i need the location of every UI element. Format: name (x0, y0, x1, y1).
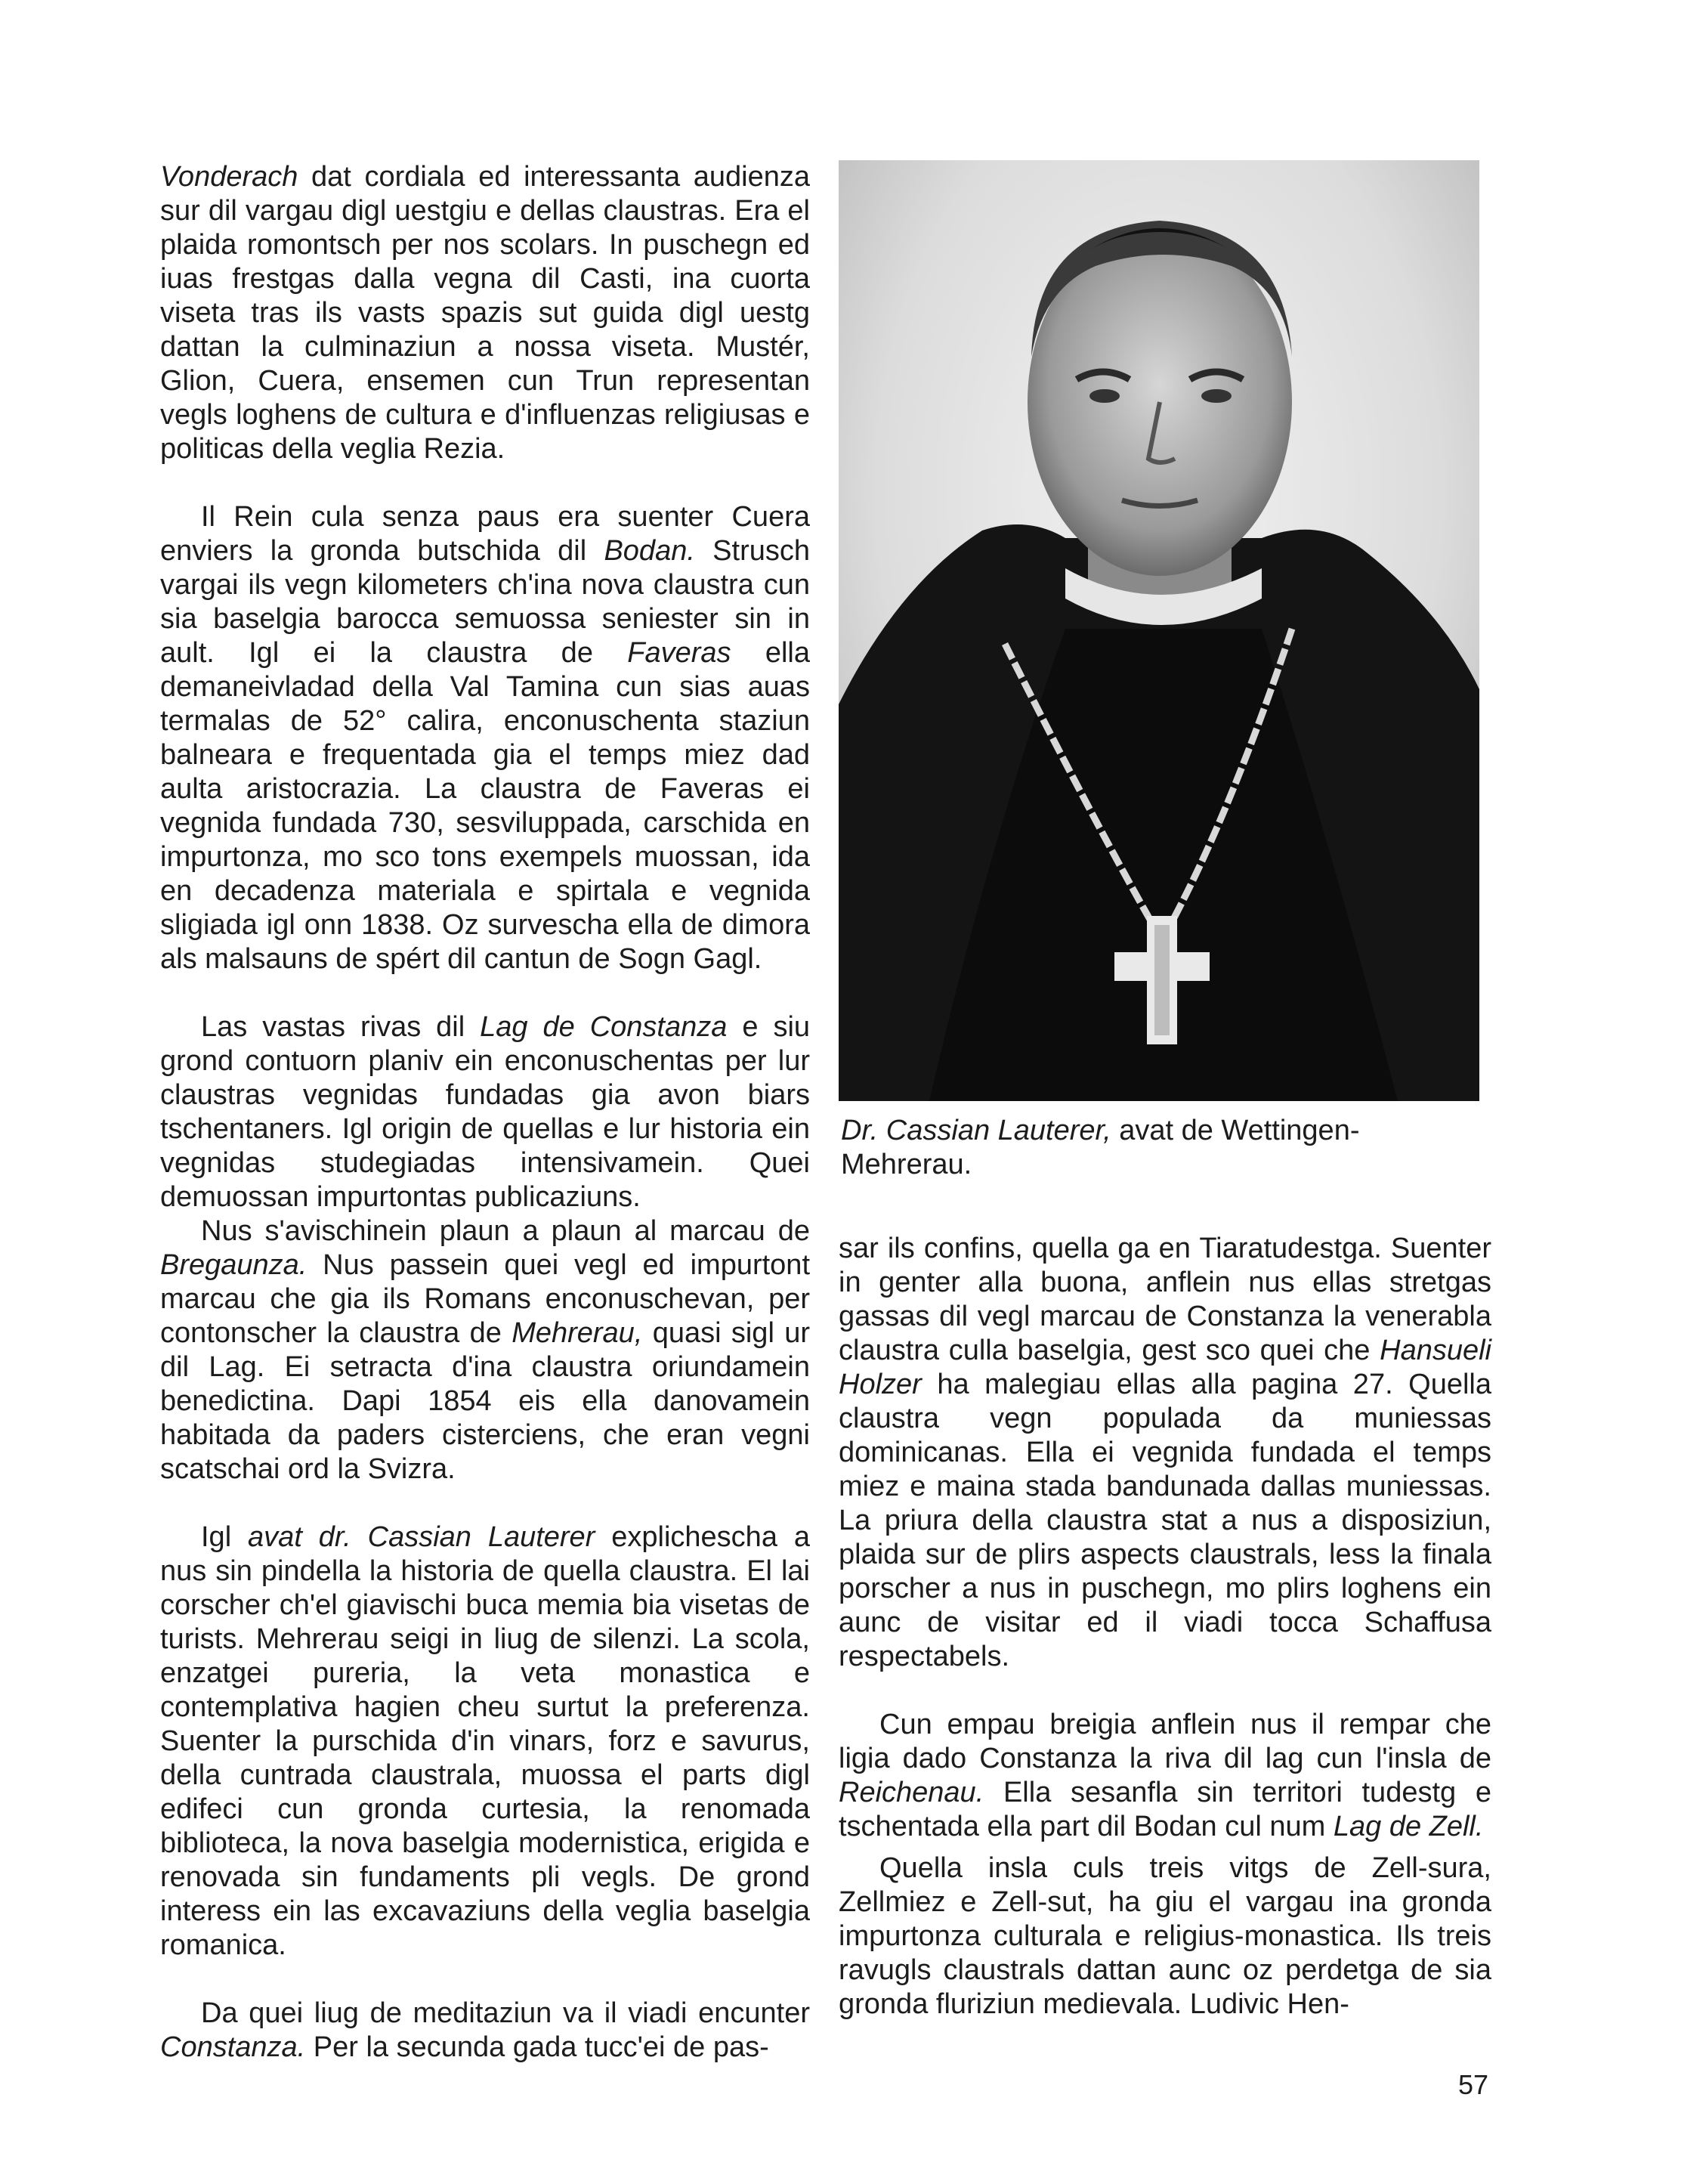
left-text-column (160, 160, 810, 2065)
paragraph: Quella insla culs treis vitgs de Zell-sura, Zellmiez e Zell-sut, ha giu el vargau ina gronda impurtonza culturala e religius-monastica. Ils treis ravugls claustrals dattan aunc oz perdetga de sia gronda fluriziun medievala. Ludivic Hen- (839, 1852, 1491, 2020)
paragraph: Las vastas rivas dil Lag de Constanza e siu grond contuorn planiv ein enconuschentas per lur claustras vegnidas fundadas gia avon biars tschentaners. Igl origin de quellas e lur historia ein vegnidas studegiadas intensivamein. Quei demuossan impurtontas publicaziuns. (160, 1011, 811, 1213)
right-text-column (839, 1232, 1491, 2022)
paragraph: sar ils confins, quella ga en Tiaratudestga. Suenter in genter alla buona, anflein nus ellas stretgas gassas dil vegl marcau de Constanza la venerabla claustra culla baselgia, gest sco quei che Hansueli Holzer ha malegiau ellas alla pagina 27. Quella claustra vegn populada da muniessas dominicanas. Ella ei vegnida fundada el temps miez e maina stada bandunada dallas muniessas. La priura della claustra stat a nus a disposiziun, plaida sur de plirs aspects claustrals, less la finala porscher a nus in puschegn, mo plirs loghens ein aunc de visitar ed il viadi tocca Schaffusa respectabels. (839, 1233, 1491, 1672)
paragraph: Da quei liug de meditaziun va il viadi encunter Constanza. Per la secunda gada tucc'ei de pas- (160, 1997, 810, 2063)
paragraph: Cun empau breigia anflein nus il rempar che ligia dado Constanza la riva dil lag cun l'insla de Reichenau. Ella sesanfla sin territori tudestg e tschentada ella part dil Bodan cul num Lag de Zell. (839, 1709, 1491, 1842)
portrait-illustration (839, 160, 1479, 1101)
page-number: 57 (1458, 2069, 1489, 2100)
paragraph: Nus s'avischinein plaun a plaun al marcau de Bregaunza. Nus passein quei vegl ed impurtont marcau che gia ils Romans enconuschevan, per contonscher la claustra de Mehrerau, quasi sigl ur dil Lag. Ei setracta d'ina claustra oriundamein benedictina. Dapi 1854 eis ella danovamein habitada da paders cisterciens, che eran vegni scatschai ord la Svizra. (160, 1215, 810, 1485)
photo-caption: Dr. Cassian Lauterer, avat de Wettingen-Mehrerau. (841, 1115, 1360, 1180)
portrait-photo (839, 160, 1479, 1101)
paragraph: Igl avat dr. Cassian Lauterer explichescha a nus sin pindella la historia de quella claustra. El lai corscher ch'el giavischi buca memia bia visetas de turists. Mehrerau seigi in liug de silenzi. La scola, enzatgei pureria, la veta monastica e contemplativa hagien cheu surtut la preferenza. Suenter la purschida d'in vinars, forz e savurus, della cuntrada claustrala, muossa el parts digl edifeci cun gronda curtesia, la renomada biblioteca, la nova baselgia modernistica, erigida e renovada sin fundaments pli vegls. De grond interess ein las excavaziuns della veglia baselgia romanica. (160, 1521, 810, 1961)
paragraph: Il Rein cula senza paus era suenter Cuera enviers la gronda butschida dil Bodan. Strusch vargai ils vegn kilometers ch'ina nova claustra cun sia baselgia barocca semuossa seniester sin in ault. Igl ei la claustra de Faveras ella demaneivladad della Val Tamina cun sias auas termalas de 52° calira, enconuschenta staziun balneara e frequentada gia el temps miez dad aulta aristocrazia. La claustra de Faveras ei vegnida fundada 730, sesviluppada, carschida en impurtonza, mo sco tons exempels muossan, ida en decadenza materiala e spirtala e vegnida sligiada igl onn 1838. Oz survescha ella de dimora als malsauns de spért dil cantun de Sogn Gagl. (160, 501, 811, 975)
paragraph: Vonderach dat cordiala ed interessanta audienza sur dil vargau digl uestgiu e dellas claustras. Era el plaida romontsch per nos scolars. In puschegn ed iuas frestgas dalla vegna dil Casti, ina cuorta viseta tras ils vasts spazis sut guida digl uestg dattan la culminaziun a nossa viseta. Mustér, Glion, Cuera, ensemen cun Trun representan vegls loghens de cultura e d'influenzas religiusas e politicas della veglia Rezia. (160, 161, 810, 465)
